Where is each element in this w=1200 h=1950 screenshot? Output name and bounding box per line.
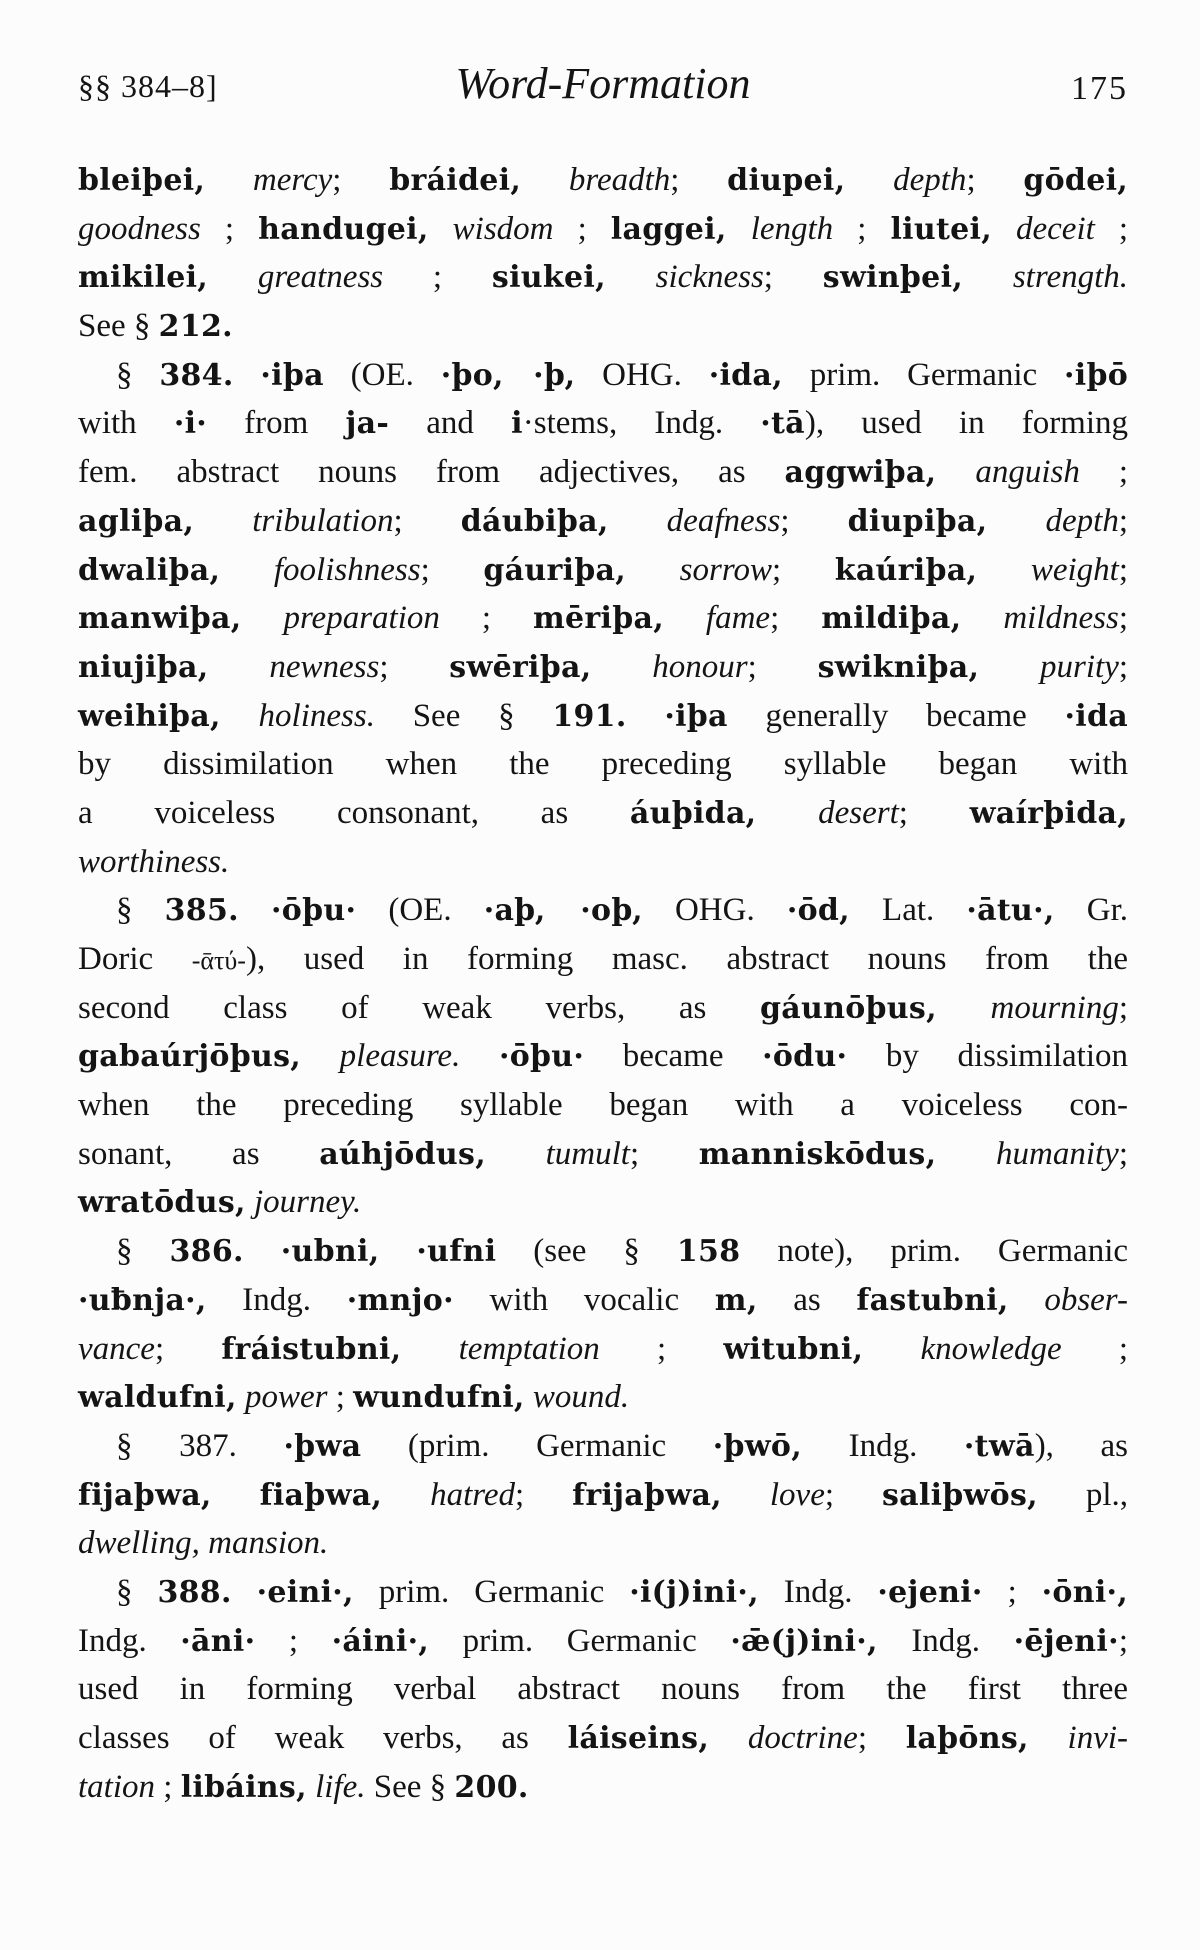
gothic-word: 388. (157, 1574, 232, 1610)
text-run: § 387. (116, 1427, 284, 1464)
gothic-word: witubni, (723, 1331, 864, 1367)
text-run: See § (365, 1768, 455, 1805)
text-line (78, 1373, 1128, 1422)
text-line (78, 448, 1128, 497)
text-run (987, 503, 1045, 539)
gothic-word: ·aþ, ·oþ, (483, 893, 643, 929)
text-run: ; (393, 502, 461, 539)
text-run (963, 259, 1013, 295)
gothic-word: gōdei, (1023, 163, 1129, 198)
gloss: journey. (254, 1184, 362, 1221)
gothic-word: fastubni, (856, 1282, 1009, 1318)
text-run: ; (670, 162, 728, 198)
gothic-word: diupiþa, (847, 503, 988, 539)
gloss: sickness (655, 259, 764, 296)
text-run (221, 698, 259, 734)
gothic-word: kaúriþa, (834, 552, 978, 588)
gothic-word: handugei, (258, 211, 429, 247)
text-run: ; (1094, 210, 1129, 247)
text-run: (prim. Germanic (361, 1427, 713, 1464)
text-run: See § (78, 308, 159, 345)
gothic-word: ·iþa (664, 698, 728, 734)
text-line (78, 1178, 1128, 1227)
text-run (627, 698, 665, 734)
text-run: as (757, 1281, 857, 1318)
gothic-word: gáuriþa, (483, 552, 627, 588)
text-run: by dissimilation (847, 1038, 1129, 1075)
text-run: ; (599, 1330, 724, 1367)
text-run (592, 649, 653, 685)
text-line (78, 1325, 1128, 1374)
text-line (78, 789, 1128, 838)
text-line (78, 1276, 1128, 1325)
text-run: ; (154, 1330, 222, 1367)
text-line (78, 1763, 1128, 1812)
gothic-word: 200. (454, 1769, 529, 1805)
gothic-word: 158 (676, 1234, 741, 1270)
gloss: sorrow (679, 551, 772, 588)
text-run: pl., (1037, 1476, 1129, 1513)
gloss: invi- (1067, 1720, 1129, 1756)
gothic-word: waldufni, (78, 1380, 237, 1416)
gothic-word: m, (714, 1282, 758, 1318)
text-run: second class of weak verbs, as (78, 989, 760, 1026)
text-run: used in forming verbal abstract nouns from the first three (78, 1671, 1128, 1708)
text-run: ; (553, 210, 611, 247)
gothic-word: ·ida (1064, 698, 1129, 734)
gloss: newness (269, 648, 380, 685)
gloss: deceit (1016, 210, 1095, 247)
gloss: obser- (1044, 1281, 1128, 1318)
gothic-word: 212. (158, 309, 233, 345)
gothic-word: libáins, (180, 1769, 307, 1805)
gloss: tation (78, 1768, 156, 1805)
text-line (78, 935, 1128, 984)
gloss: dwelling, mansion. (78, 1525, 329, 1562)
text-run: Indg. (801, 1427, 964, 1464)
gothic-word: 191. (552, 698, 627, 734)
text-run: ; (1061, 1330, 1129, 1367)
text-run: See § (374, 697, 553, 734)
text-run (205, 162, 253, 198)
text-line (78, 1665, 1128, 1714)
text-run (525, 1379, 533, 1415)
body-text (78, 156, 1128, 1811)
gloss: tribulation (252, 502, 394, 539)
text-line (78, 1519, 1128, 1568)
text-line (78, 643, 1128, 692)
gothic-word: ·tā (760, 406, 805, 442)
gothic-word: mēriþa, (532, 601, 664, 637)
text-line (78, 253, 1128, 302)
text-run: with (78, 405, 174, 442)
text-run: ), as (1034, 1427, 1129, 1464)
text-run: with vocalic (453, 1281, 715, 1318)
gloss: worthiness. (78, 843, 230, 880)
gloss: anguish (975, 454, 1080, 491)
gothic-word: ·þwō, (712, 1428, 802, 1464)
gothic-word: ·ufni (416, 1234, 497, 1270)
text-line (78, 594, 1128, 643)
text-run: prim. Germanic (353, 1573, 630, 1610)
text-run (232, 1574, 257, 1610)
text-run: ; (629, 1135, 699, 1172)
gothic-word: 385. (164, 893, 239, 929)
page-number: 175 (1071, 70, 1128, 107)
text-run (609, 503, 667, 539)
gothic-word: dáubiþa, (460, 503, 609, 539)
gothic-word: ·ejeni· (877, 1574, 983, 1610)
text-run (936, 1136, 996, 1172)
gothic-word: ·áini·, (331, 1623, 430, 1659)
gothic-word: aúhjōdus, (319, 1136, 486, 1172)
text-line (78, 205, 1128, 254)
gothic-word: manwiþa, (78, 601, 242, 637)
text-line (78, 740, 1128, 789)
gothic-word: swikniþa, (817, 649, 980, 685)
page-title: Word-Formation (455, 59, 751, 108)
text-run (379, 1233, 416, 1269)
gothic-word: liutei, (890, 211, 992, 247)
gloss: knowledge (920, 1330, 1062, 1367)
text-run: ; (898, 794, 970, 831)
gothic-word: ·ǣ(j)ini·, (730, 1623, 878, 1659)
gloss: holiness. (258, 697, 375, 734)
text-run: ; (515, 1476, 573, 1513)
gothic-word: gabaúrjōþus, (78, 1039, 302, 1075)
gothic-word: agliþa, (78, 503, 195, 539)
text-run (208, 259, 258, 295)
gothic-word: fiaþwa, (259, 1477, 383, 1513)
text-run: ; (439, 600, 533, 637)
gothic-word: gáunōþus, (759, 990, 937, 1026)
text-run: Indg. (78, 1622, 181, 1659)
text-line (78, 886, 1128, 935)
text-run (722, 1477, 770, 1513)
text-run (664, 600, 706, 636)
text-run: ; (327, 1379, 354, 1416)
text-run: OHG. (575, 356, 709, 393)
gothic-word: ·i· (173, 406, 208, 442)
gothic-word: ·āni· (180, 1623, 256, 1659)
gothic-word: aggwiþa, (784, 455, 937, 491)
gothic-word: láiseins, (567, 1721, 710, 1756)
text-run (709, 1720, 748, 1756)
gloss: hatred (430, 1476, 516, 1513)
text-run: Indg. (206, 1281, 347, 1318)
text-run (244, 1233, 281, 1269)
text-line (78, 156, 1128, 205)
gloss: humanity (996, 1135, 1119, 1172)
text-run (863, 1331, 920, 1367)
text-run: ; (1118, 551, 1128, 588)
gloss: tumult (545, 1135, 630, 1172)
text-run: sonant, as (78, 1135, 320, 1172)
text-run (212, 1477, 260, 1513)
gloss: mourning (990, 989, 1119, 1026)
gothic-word: ·iþa (260, 357, 324, 393)
gothic-word: ·þo, ·þ, (440, 357, 576, 393)
text-run: ; (1079, 454, 1129, 491)
gloss: power (244, 1379, 328, 1416)
gothic-word: ·ōdu· (762, 1039, 848, 1075)
text-run: ; (966, 162, 1024, 198)
text-run: § (116, 892, 165, 929)
text-run (239, 892, 271, 928)
gothic-word: laggei, (610, 211, 727, 247)
text-run (460, 1038, 499, 1074)
gothic-word: diupei, (727, 163, 846, 198)
gloss: weight (1030, 551, 1119, 588)
text-run (429, 211, 453, 247)
gothic-word: ·ātu·, (966, 893, 1055, 929)
gloss: life. (315, 1768, 366, 1805)
text-run: (see § (496, 1233, 677, 1270)
text-run: -ᾱτύ- (191, 946, 246, 975)
text-run: ; (824, 1476, 882, 1513)
text-run: (OE. (356, 892, 484, 929)
gothic-word: swinþei, (822, 260, 964, 296)
text-run (1009, 1282, 1045, 1318)
text-run (307, 1769, 315, 1805)
gothic-word: ·i(j)ini·, (629, 1574, 759, 1610)
text-run: and (389, 405, 512, 442)
text-run: ; (1118, 600, 1128, 637)
text-run: ; (1118, 502, 1129, 539)
text-run (209, 649, 270, 685)
gothic-word: bleiþei, (78, 163, 206, 198)
text-run (979, 649, 1040, 685)
gothic-word: fráistubni, (221, 1331, 402, 1367)
gloss: vance (78, 1330, 155, 1367)
text-run: when the preceding syllable began with a voiceless con- (78, 1087, 1128, 1124)
text-line (78, 984, 1128, 1033)
text-line (78, 399, 1128, 448)
gloss: strength. (1012, 259, 1129, 296)
text-run: ), used in forming (804, 405, 1129, 442)
gloss: greatness (257, 259, 384, 296)
gloss: fame (705, 600, 771, 637)
text-line (78, 302, 1128, 351)
text-run (727, 211, 751, 247)
text-line (78, 838, 1128, 887)
text-run: Indg. (758, 1573, 878, 1610)
text-run: ; (1118, 648, 1129, 685)
text-run (626, 552, 680, 588)
text-run: ; (1118, 1622, 1128, 1659)
text-run: ; (155, 1768, 181, 1805)
text-run (246, 1184, 254, 1220)
text-line (78, 1130, 1128, 1179)
gloss: breadth (568, 162, 671, 198)
text-run (521, 162, 569, 198)
text-run: (OE. (323, 356, 441, 393)
gloss: preparation (283, 600, 440, 637)
gothic-word: manniskōdus, (698, 1136, 937, 1172)
gothic-word: wundufni, (353, 1380, 525, 1416)
text-run (937, 990, 991, 1026)
gothic-word: laþōns, (905, 1721, 1029, 1756)
text-run: Doric (78, 941, 192, 977)
text-run: § (116, 356, 160, 393)
text-run: note), prim. Germanic (740, 1233, 1129, 1270)
gothic-word: ·ōþu· (271, 893, 357, 929)
text-line (78, 546, 1128, 595)
gothic-word: ja- (345, 406, 390, 442)
text-line (78, 692, 1128, 741)
gothic-word: ·iþō (1064, 357, 1129, 393)
text-run: ·stems, Indg. (522, 405, 761, 442)
gothic-word: waírþida, (969, 795, 1129, 831)
text-line (78, 1032, 1128, 1081)
gloss: purity (1040, 648, 1119, 685)
text-run (194, 503, 252, 539)
text-run (1029, 1720, 1068, 1756)
text-run: ; (200, 210, 259, 247)
gothic-word: siukei, (491, 260, 606, 296)
gothic-word: fijaþwa, (78, 1477, 212, 1513)
gothic-word: niujiþa, (78, 649, 209, 685)
gothic-word: i (511, 406, 523, 442)
text-line (78, 1227, 1128, 1276)
text-run: by dissimilation when the preceding syllable began with (78, 746, 1128, 783)
text-run: ; (982, 1573, 1042, 1610)
text-run: a voiceless consonant, as (78, 794, 630, 831)
gothic-word: mikilei, (78, 260, 209, 296)
text-line (78, 1471, 1128, 1520)
gothic-word: frijaþwa, (572, 1477, 722, 1513)
gloss: depth (893, 162, 967, 198)
gloss: mercy (252, 162, 333, 198)
gloss: wisdom (452, 210, 554, 247)
text-run: ), used in forming masc. abstract nouns from the (245, 941, 1128, 977)
text-run: classes of weak verbs, as (78, 1720, 568, 1756)
text-run: ; (420, 551, 484, 588)
gloss: foolishness (273, 551, 421, 588)
text-run: ; (770, 600, 822, 637)
text-run: ; (255, 1622, 332, 1659)
text-line (78, 497, 1128, 546)
gothic-word: dwaliþa, (78, 552, 221, 588)
gothic-word: 386. (169, 1234, 244, 1270)
gloss: deafness (666, 502, 781, 539)
text-line (78, 1714, 1128, 1763)
text-run: became (584, 1038, 763, 1075)
text-run: prim. Germanic (429, 1622, 731, 1659)
gothic-word: ·uƀnja·, (78, 1282, 207, 1318)
gothic-word: ·eini·, (256, 1574, 354, 1610)
gothic-word: ·mnjo· (346, 1282, 454, 1318)
text-run (220, 552, 274, 588)
gothic-word: ·ōd, (786, 893, 850, 929)
gloss: love (769, 1476, 825, 1513)
text-run: ; (833, 210, 891, 247)
text-line (78, 1422, 1128, 1471)
text-run: OHG. (642, 892, 787, 929)
gloss: depth (1045, 502, 1119, 539)
text-run (301, 1038, 340, 1074)
gothic-word: weihiþa, (78, 698, 221, 734)
text-run: ; (383, 259, 492, 296)
text-run: ; (780, 502, 848, 539)
text-run: § (116, 1233, 170, 1270)
text-line (78, 1617, 1128, 1666)
gothic-word: ·ējeni· (1013, 1623, 1119, 1659)
gothic-word: 384. (159, 357, 234, 393)
text-run (237, 1379, 245, 1415)
text-run (241, 600, 283, 636)
gothic-word: ·ubni, (280, 1234, 380, 1270)
gothic-word: bráidei, (389, 163, 522, 198)
gloss: mildness (1003, 600, 1119, 637)
running-header (78, 58, 1128, 118)
text-run: ; (763, 259, 823, 296)
text-run: generally became (727, 697, 1065, 734)
gothic-word: áuþida, (629, 795, 757, 831)
gloss: temptation (458, 1330, 600, 1367)
text-run: ; (1118, 1135, 1129, 1172)
text-run (977, 552, 1031, 588)
gothic-word: ·ōþu· (498, 1039, 585, 1075)
text-run: Lat. (849, 892, 967, 929)
gloss: length (750, 210, 834, 247)
text-run: from (207, 405, 346, 442)
gothic-word: ·þwa (283, 1428, 362, 1464)
text-run (961, 600, 1003, 636)
gloss: goodness (78, 210, 201, 247)
section-range: §§ 384–8] (78, 68, 218, 104)
text-line (78, 1081, 1128, 1130)
gothic-word: swēriþa, (449, 649, 592, 685)
text-run: prim. Germanic (782, 356, 1064, 393)
text-run: fem. abstract nouns from adjectives, as (78, 454, 785, 491)
gloss: doctrine (747, 1720, 858, 1756)
text-run (234, 357, 261, 393)
text-run: ; (1118, 989, 1128, 1026)
text-run (845, 162, 893, 198)
text-run (936, 454, 975, 490)
text-run (606, 259, 656, 295)
text-line (78, 1568, 1128, 1617)
gloss: honour (652, 648, 748, 685)
text-run: ; (857, 1720, 906, 1756)
gloss: pleasure. (339, 1038, 461, 1075)
text-run: ; (379, 648, 450, 685)
gothic-word: ·ōni·, (1041, 1574, 1129, 1610)
text-run (382, 1477, 430, 1513)
text-line (78, 351, 1128, 400)
text-run: ; (332, 162, 390, 198)
gloss: wound. (532, 1379, 630, 1416)
text-run: § (116, 1573, 158, 1610)
gothic-word: ·twā (963, 1428, 1035, 1464)
text-run (401, 1331, 458, 1367)
text-run: ; (771, 551, 835, 588)
gothic-word: ·ida, (708, 357, 783, 393)
gothic-word: saliþwōs, (881, 1477, 1038, 1513)
gloss: desert (818, 794, 899, 831)
text-run (992, 211, 1016, 247)
text-run: Indg. (877, 1622, 1014, 1659)
gothic-word: wratōdus, (78, 1185, 246, 1221)
text-run: ; (747, 648, 818, 685)
text-run (486, 1136, 546, 1172)
text-run (756, 795, 818, 831)
text-run: Gr. (1054, 892, 1129, 929)
gothic-word: mildiþa, (821, 601, 962, 637)
